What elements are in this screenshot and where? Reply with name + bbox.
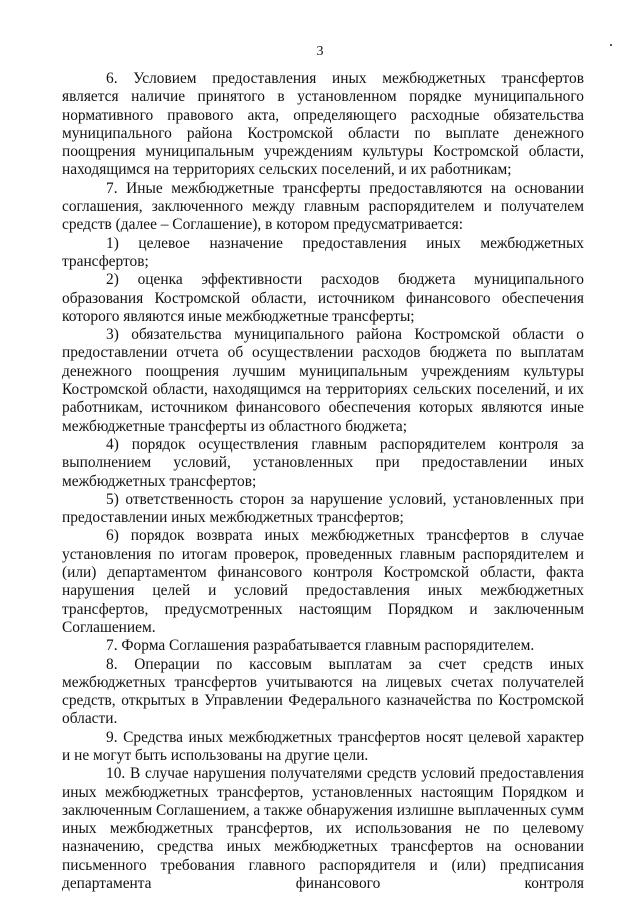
page-number: 3 [316,44,324,59]
paragraph-subitem-6: 6) порядок возврата иных межбюджетных трансфертов в случае установления по итогам проверок, проведенных главным распорядителем и (или) департаментом финансового контроля Костромской области, факта нарушения целей и условий предоставления иных межбюджетных трансфертов, предусмотренных настоящим Порядком и заключенным Соглашением. [62,527,584,636]
paragraph-subitem-1: 1) целевое назначение предоставления иных межбюджетных трансфертов; [62,234,584,270]
paragraph-item-8: 8. Операции по кассовым выплатам за счет средств иных межбюджетных трансфертов учитываются на лицевых счетах получателей средств, открытых в Управлении Федерального казначейства по Костромской области. [62,655,584,728]
paragraph-subitem-5: 5) ответственность сторон за нарушение условий, установленных при предоставлении иных межбюджетных трансфертов; [62,490,584,527]
paragraph-item-6-condition: 6. Условием предоставления иных межбюджетных трансфертов является наличие принятого в установленном порядке муниципального нормативного правового акта, определяющего расходные обязательства муниципального района Костромской области по выплате денежного поощрения муниципальным учреждениям культуры Костромской области, находящимся на территориях сельских поселений, и их работникам; [62,70,584,179]
paragraph-item-10: 10. В случае нарушения получателями средств условий предоставления иных межбюджетных трансфертов, установленных настоящим Порядком и заключенным Соглашением, а также обнаружения излишне выплаченных сумм иных межбюджетных трансфертов, их использования не по целевому назначению, средства иных межбюджетных трансфертов на основании письменного требования главного распорядителя и (или) предписания департамента финансового контроля [62,765,584,893]
paragraph-item-9: 9. Средства иных межбюджетных трансфертов носят целевой характер и не могут быть использованы на другие цели. [62,728,584,764]
paragraph-subitem-2: 2) оценка эффективности расходов бюджета муниципального образования Костромской области, источником финансового обеспечения которого являются иные межбюджетные трансферты; [62,271,584,325]
paragraph-subitem-3: 3) обязательства муниципального района Костромской области о предоставлении отчета об осуществлении расходов бюджета по выплатам денежного поощрения лучшим муниципальным учреждениям культуры Костромской области, находящимся на территориях сельских поселений, и их работникам, источником финансового обеспечения которых являются иные межбюджетные трансферты из областного бюджета; [62,326,584,435]
paragraph-item-7-form: 7. Форма Соглашения разрабатывается главным распорядителем. [106,637,535,655]
document-body [62,70,584,893]
scan-speck [610,44,612,46]
paragraph-subitem-4: 4) порядок осуществления главным распорядителем контроля за выполнением условий, установленных при предоставлении иных межбюджетных трансфертов; [62,435,584,490]
paragraph-item-7-agreement: 7. Иные межбюджетные трансферты предоставляются на основании соглашения, заключенного между главным распорядителем и получателем средств (далее – Соглашение), в котором предусматривается: [62,179,584,234]
